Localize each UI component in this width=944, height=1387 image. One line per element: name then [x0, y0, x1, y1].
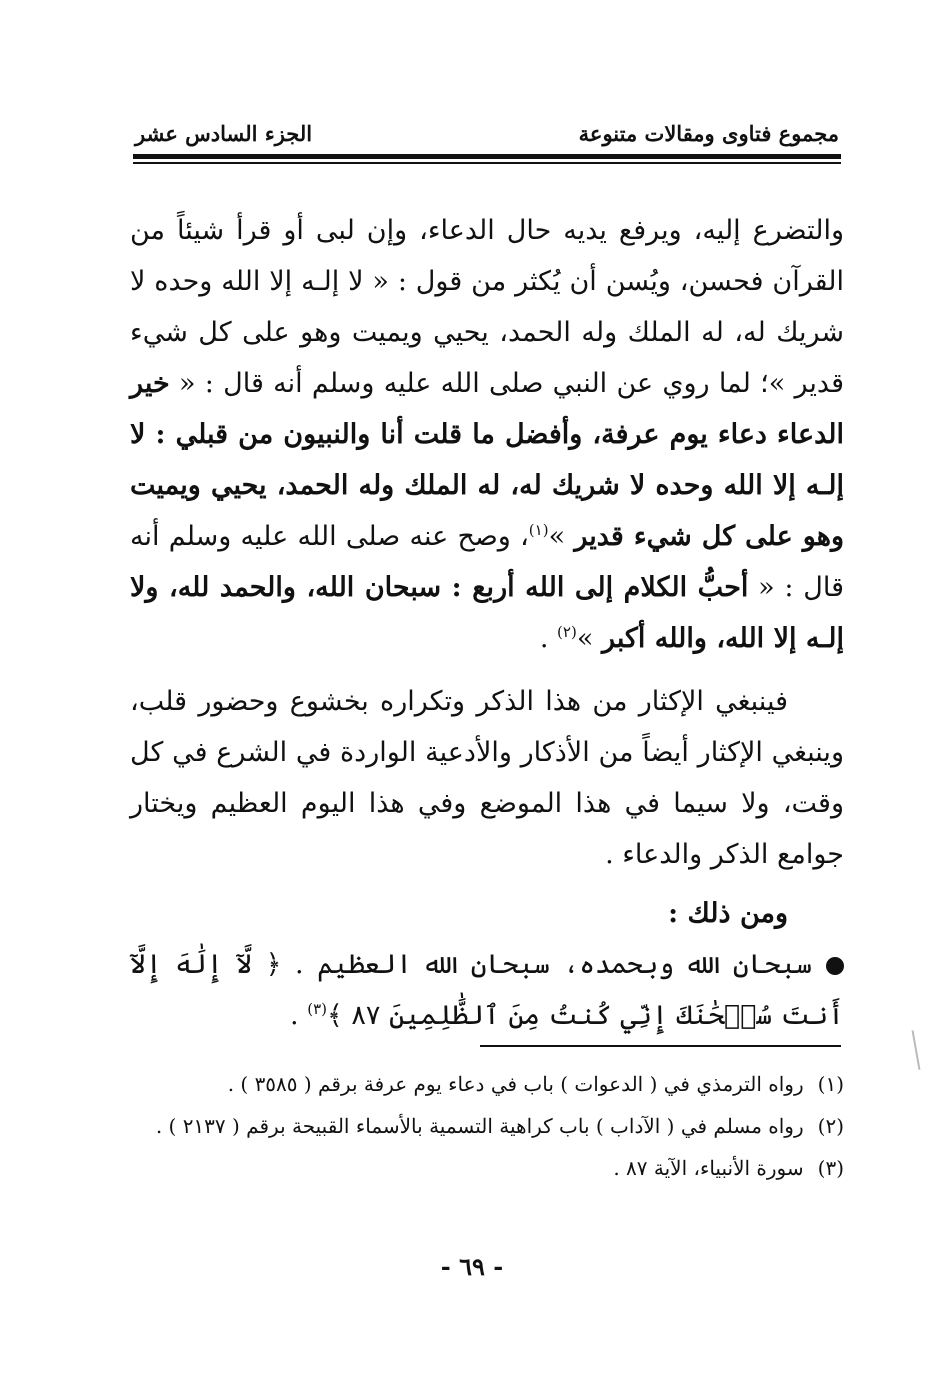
page-number: - ٦٩ - — [440, 1252, 504, 1281]
scan-artifact — [912, 1030, 921, 1070]
paragraph-1 — [130, 205, 844, 664]
running-header — [135, 118, 839, 148]
volume-title: الجزء السادس عشر — [135, 120, 313, 146]
book-title: مجموع فتاوى ومقالات متنوعة — [578, 120, 839, 146]
paragraph-2: فينبغي الإكثار من هذا الذكر وتكراره بخشوع وحضور قلب، وينبغي الإكثار أيضاً من الأذكار والأدعية الواردة في الشرع في كل وقت، ولا سيما في هذا الموضع وفي هذا اليوم العظيم ويختار جوامع الذكر والدعاء . — [130, 686, 844, 870]
footnote-number: (٢) — [817, 1114, 844, 1138]
footnote-text: رواه الترمذي في ( الدعوات ) باب في دعاء يوم عرفة برقم ( ٣٥٨٥ ) . — [227, 1072, 804, 1096]
footnotes — [130, 1065, 844, 1191]
bullet-end: . — [290, 1000, 308, 1031]
footnote-1 — [130, 1065, 844, 1103]
footnote-separator — [480, 1045, 841, 1047]
paragraph-1-text-f: » — [576, 623, 602, 654]
bullet-item — [130, 939, 844, 1041]
paragraph-1-text-c: » — [548, 521, 575, 552]
footnote-text: رواه مسلم في ( الآداب ) باب كراهية التسمية بالأسماء القبيحة برقم ( ٢١٣٧ ) . — [155, 1114, 804, 1138]
footnote-text: سورة الأنبياء، الآية ٨٧ . — [613, 1156, 804, 1180]
section-heading: ومن ذلك : — [668, 898, 788, 929]
footnote-ref-1[interactable]: (١) — [528, 521, 549, 539]
footnote-ref-2[interactable]: (٢) — [557, 623, 577, 641]
footnote-number: (١) — [817, 1072, 844, 1096]
footnote-ref-3[interactable]: (٣) — [307, 1000, 327, 1018]
bullet-text: سبحان الله وبحمده، سبحان الله العظيم . ﴿ لَّآ إِلَٰهَ إِلَّآ أَنتَ سُبۡحَٰنَكَ إِنِّي كُنتُ مِنَ ٱلظَّٰلِمِينَ ٨٧ ﴾ — [130, 949, 844, 1031]
header-rule-thin — [133, 162, 841, 164]
bullet-dot-icon — [826, 957, 844, 975]
hadith-quote-2: أحبُّ الكلام إلى الله أربع : سبحان الله، والحمد لله، ولا إلـه إلا الله، والله أكبر — [130, 572, 844, 654]
footnote-3 — [130, 1149, 844, 1187]
paragraph-1-text-d: ، وصح عنه صلى الله عليه وسلم أنه قال : « — [130, 521, 844, 603]
main-text — [130, 205, 844, 1041]
footnote-2 — [130, 1107, 844, 1145]
paragraph-1-text-g: . — [539, 623, 558, 654]
paragraph-1-text-a: والتضرع إليه، ويرفع يديه حال الدعاء، وإن لبى أو قرأ شيئاً من القرآن فحسن، ويُسن أن يُكثر من قول : « لا إلـه إلا الله وحده لا شريك له، له الملك وله الحمد، يحيي ويميت وهو على كل شيء قدير »؛ لما روي عن النبي صلى الله عليه وسلم أنه قال : « — [130, 215, 844, 399]
hadith-quote-1: خير الدعاء دعاء يوم عرفة، وأفضل ما قلت أنا والنبيون من قبلي : لا إلـه إلا الله وحده لا شريك له، له الملك وله الحمد، يحيي ويميت وهو على كل شيء قدير — [130, 368, 844, 552]
header-rule-thick — [133, 154, 841, 159]
footnote-number: (٣) — [817, 1156, 844, 1180]
